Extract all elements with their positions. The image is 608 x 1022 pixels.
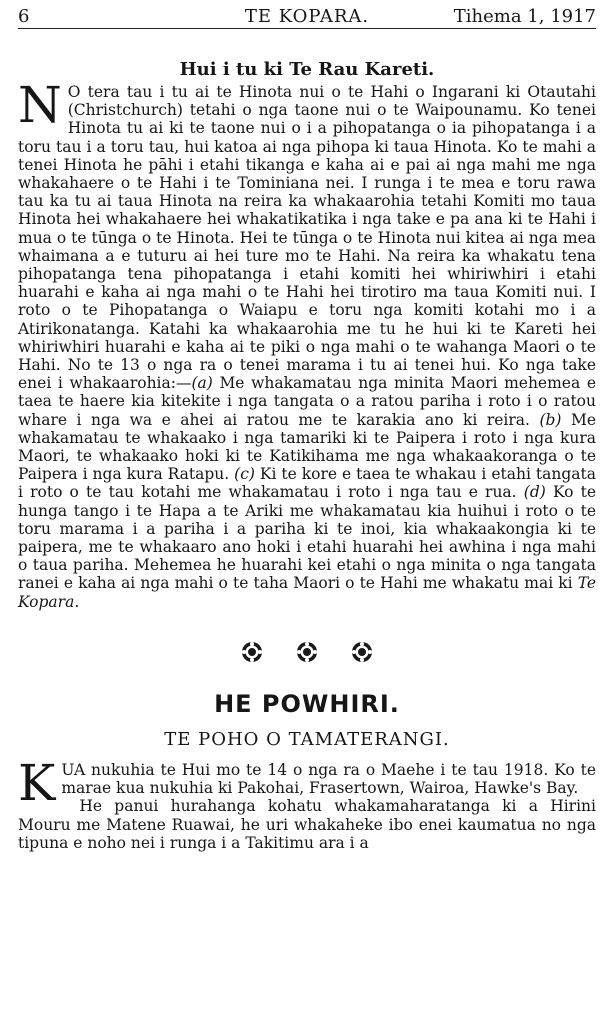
flower-ornament-icon bbox=[296, 641, 318, 663]
drop-cap: K bbox=[18, 753, 56, 812]
page bbox=[18, 6, 596, 852]
page-header bbox=[18, 6, 596, 29]
section-subtitle: TE POHO O TAMATERANGI. bbox=[164, 728, 450, 750]
item-text: Me whakamatau te whakaako i nga tamariki ki te Paipera i roto i nga kura Maori, te whakaako hoki ki te Katikihama me nga whakaakoranga o te Paipera i nga kura Ratapu. bbox=[18, 410, 596, 484]
item-text: Me whakamatau nga minita Maori mehemea e taea te haere kia kitekite i nga tangata o a ratou pariha i roto i o ratou whare i nga wa e ahei ai ratou me te karakia ano ki reira. bbox=[18, 374, 596, 429]
page-number: 6 bbox=[18, 6, 30, 27]
item-text: Ko te hunga tango i te Hapa a te Ariki me whakamatau kia huihui i roto o te toru marama i a pariha i a pariha ki te inoi, kia whakaakongia ki te paipera, me te whakaaro ano hoki i etahi huarahi hei awhina i nga mahi o taua pariha. Mehemea he huarahi kei etahi o nga minita o nga tangata ranei e kaha ai nga mahi o te taha Maori o te Hahi me whakatu mai ki bbox=[18, 483, 596, 593]
drop-cap: N bbox=[18, 76, 62, 134]
magazine-title: TE KOPARA. bbox=[244, 6, 370, 27]
ornament-row bbox=[18, 641, 596, 669]
magazine-name-italic: Te Kopara bbox=[18, 574, 596, 611]
section-title: HE POWHIRI. bbox=[214, 689, 400, 718]
paragraph-text: UA nukuhia te Hui mo te 14 o nga ra o Maehe i te tau 1918. Ko te marae kua nukuhia ki Pakohai, Frasertown, Wairoa, Hawke's Bay. bbox=[61, 760, 596, 798]
flower-ornament-icon bbox=[351, 641, 373, 663]
article-paragraph: O tera tau i tu ai te Hinota nui o te Hahi o Ingarani ki Otautahi (Christchurch) tetahi o nga taone nui o te Waipounamu. Ko tenei Hinota tu ai ki te taone nui o i a pihopatanga o ia pihopatanga i a toru tau i a toru tau, hui katoa ai nga pihopa ki taua Hinota. Ko te mahi a tenei Hinota he pāhi i etahi tikanga e kaha ai e pai ai nga mahi me nga whakahaere o te Hahi i te Tominiana nei. I runga i te mea e toru rawa tau ka tu ai taua Hinota na reira ka whakaarohia tetahi Komiti mo taua Hinota hei whakahaere hei whakatikatika i nga take e pa ana ki te Hahi i mua o te tūnga o te Hinota. Hei te tūnga o te Hinota nui kitea ai nga mea whaimana a e tuturu ai hei ture mo te Hahi. Na reira ka whakatu tena pihopatanga tena pihopatanga i etahi komiti hei whiriwhiri i etahi huarahi e kaha ai nga mahi o te Hahi hei tirotiro ma taua Komiti nui. I roto o te Pihopatanga o Waiapu e toru nga komiti kotahi mo i a Atirikonatanga. Katahi ka whakaarohia me tu he hui ki te Kareti hei whiriwhiri huarahi e kaha ai te piki o nga mahi o te wahanga Maori o te Hahi. No te 13 o nga ra o tenei marama i tu ai tenei hui. Ko nga take enei i whakaarohia:— bbox=[18, 83, 596, 393]
issue-date: Tihema 1, 1917 bbox=[453, 6, 596, 27]
article-title: Hui i tu ki Te Rau Kareti. bbox=[179, 59, 435, 80]
flower-ornament-icon bbox=[241, 641, 263, 663]
item-marker: (b) bbox=[539, 410, 562, 429]
article-body bbox=[18, 76, 596, 611]
item-marker: (c) bbox=[234, 465, 255, 484]
section-paragraph-2: He panui hurahanga kohatu whakamaharatanga ki a Hirini Mouru me Matene Ruawai, he uri whakaheke ibo enei kaumatua no nga tipuna e noho nei i runga i a Takitimu ara i a bbox=[18, 797, 596, 852]
item-text: Ki te kore e taea te whakau i etahi tangata i roto o te tau kotahi me whakamatau i roto i nga tau e rua. bbox=[18, 465, 596, 502]
item-marker: (d) bbox=[523, 483, 546, 502]
item-marker: (a) bbox=[191, 374, 213, 393]
closing-punct: . bbox=[74, 592, 80, 611]
section-paragraph-1 bbox=[18, 753, 596, 812]
